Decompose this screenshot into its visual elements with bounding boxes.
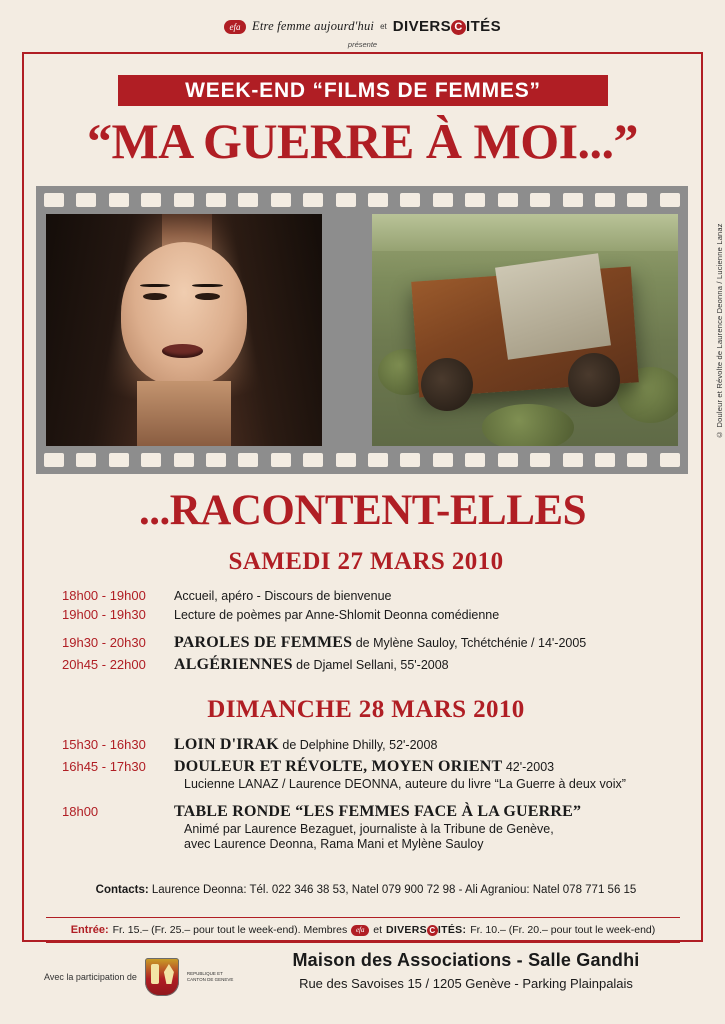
filmstrip-perforations-top xyxy=(36,190,688,210)
partner-small-post: ITÉS: xyxy=(437,924,467,936)
contacts-label: Contacts: xyxy=(95,884,149,896)
efa-logo-icon-small: efa xyxy=(351,925,369,936)
perforation xyxy=(595,193,615,207)
partner-small-pre: DIVERS xyxy=(386,924,427,936)
perforation xyxy=(627,193,647,207)
perforation xyxy=(109,453,129,467)
perforation xyxy=(400,453,420,467)
day-title-saturday: SAMEDI 27 MARS 2010 xyxy=(228,548,504,575)
wheel xyxy=(568,353,620,406)
film-meta: 42'-2003 xyxy=(502,760,555,774)
partner-name-post: ITÉS xyxy=(466,18,501,35)
perforation xyxy=(433,193,453,207)
schedule-text: Accueil, apéro - Discours de bienvenue xyxy=(174,589,392,603)
organizer-name: Etre femme aujourd'hui xyxy=(252,19,375,33)
perforation xyxy=(141,193,161,207)
schedule-desc xyxy=(174,588,676,603)
efa-logo-icon: efa xyxy=(224,20,246,34)
perforation xyxy=(206,453,226,467)
perforation xyxy=(660,453,680,467)
schedule-row xyxy=(56,656,676,674)
schedule-desc xyxy=(174,736,676,754)
perforation xyxy=(271,193,291,207)
perforation xyxy=(563,193,583,207)
footer-participation xyxy=(44,958,264,996)
presente-label: présente xyxy=(347,40,378,49)
conjunction: et xyxy=(380,22,387,31)
film-subtext-2: avec Laurence Deonna, Rama Mani et Mylène Sauloy xyxy=(184,837,484,851)
film-title: LOIN D'IRAK xyxy=(174,736,279,753)
film-meta: de Mylène Sauloy, Tchétchénie / 14'-2005 xyxy=(352,636,587,650)
partner-name-pre: DIVERS xyxy=(392,18,452,35)
partner-logo-icon: C xyxy=(451,20,466,35)
film-title: PAROLES DE FEMMES xyxy=(174,634,353,651)
programme xyxy=(56,548,676,853)
film-title: DOULEUR ET RÉVOLTE, MOYEN ORIENT xyxy=(174,758,503,775)
venue-address: Rue des Savoises 15 / 1205 Genève - Parking Plainpalais xyxy=(299,976,633,991)
perforation xyxy=(238,193,258,207)
poster-main-title: “MA GUERRE À MOI...” xyxy=(86,113,639,169)
perforation xyxy=(400,193,420,207)
schedule-time: 16h45 - 17h30 xyxy=(62,759,146,774)
participation-label: Avec la participation de xyxy=(44,972,137,982)
price-part-1: Fr. 15.– (Fr. 25.– pour tout le week-end). Membres xyxy=(112,924,348,936)
photo-woman-portrait xyxy=(46,214,322,446)
schedule-row xyxy=(56,607,676,622)
crest-eagle-icon xyxy=(164,964,174,984)
perforation xyxy=(368,453,388,467)
photo-frame-woman xyxy=(46,214,322,446)
wheel xyxy=(421,358,473,411)
film-title: ALGÉRIENNES xyxy=(174,656,293,673)
day-title-sunday: DIMANCHE 28 MARS 2010 xyxy=(207,696,525,723)
price-bar xyxy=(46,917,680,943)
day-block-sunday xyxy=(56,696,676,851)
weekend-band: WEEK-END “FILMS DE FEMMES” xyxy=(118,75,608,106)
perforation xyxy=(498,453,518,467)
perforation xyxy=(336,453,356,467)
perforation xyxy=(76,453,96,467)
perforation xyxy=(141,453,161,467)
venue-name: Maison des Associations - Salle Gandhi xyxy=(292,950,640,970)
perforation xyxy=(238,453,258,467)
price-label: Entrée: xyxy=(70,924,109,936)
crest-caption: REPUBLIQUE ET CANTON DE GENEVE xyxy=(186,971,234,982)
contacts-line xyxy=(56,884,676,896)
filmstrip-frames xyxy=(36,214,688,446)
schedule-row xyxy=(56,736,676,754)
perforation xyxy=(174,453,194,467)
perforation xyxy=(206,193,226,207)
schedule-text: Lecture de poèmes par Anne-Shlomit Deonna comédienne xyxy=(174,608,500,622)
schedule-desc xyxy=(174,656,676,674)
schedule-time: 19h30 - 20h30 xyxy=(62,635,146,650)
price-part-2: Fr. 10.– (Fr. 20.– pour tout le week-end) xyxy=(470,924,656,936)
perforation xyxy=(563,453,583,467)
film-title: TABLE RONDE “LES FEMMES FACE À LA GUERRE” xyxy=(174,803,582,820)
partner-name xyxy=(393,18,501,35)
perforation xyxy=(174,193,194,207)
mouth xyxy=(162,344,203,358)
day-block-saturday xyxy=(56,548,676,674)
schedule-time: 15h30 - 16h30 xyxy=(62,737,146,752)
perforation xyxy=(530,193,550,207)
perforation xyxy=(465,453,485,467)
geneva-crest-icon xyxy=(145,958,179,996)
schedule-desc xyxy=(174,803,676,851)
schedule-time: 20h45 - 22h00 xyxy=(62,657,146,672)
schedule-row xyxy=(56,634,676,652)
schedule-time: 18h00 xyxy=(62,804,99,819)
bush xyxy=(482,404,574,446)
footer-venue xyxy=(251,950,681,991)
perforation xyxy=(271,453,291,467)
photo-frame-wreck xyxy=(372,214,678,446)
perforation xyxy=(303,193,323,207)
perforation xyxy=(595,453,615,467)
schedule-time: 19h00 - 19h30 xyxy=(62,607,146,622)
schedule-desc xyxy=(174,634,676,652)
schedule-row xyxy=(56,758,676,791)
contacts-text: Laurence Deonna: Tél. 022 346 38 53, Natel 079 900 72 98 - Ali Agraniou: Natel 078 771 56 15 xyxy=(151,884,637,896)
neck-shoulders xyxy=(137,381,231,446)
price-conjunction: et xyxy=(373,924,382,936)
perforation xyxy=(368,193,388,207)
perforation xyxy=(109,193,129,207)
perforation xyxy=(498,193,518,207)
perforation xyxy=(303,453,323,467)
perforation xyxy=(44,453,64,467)
vehicle-panel xyxy=(495,254,611,360)
crest-key-icon xyxy=(151,964,159,984)
film-subtext: Animé par Laurence Bezaguet, journaliste à la Tribune de Genève, xyxy=(184,822,554,836)
perforation xyxy=(336,193,356,207)
film-meta: de Delphine Dhilly, 52'-2008 xyxy=(278,738,438,752)
perforation xyxy=(627,453,647,467)
perforation xyxy=(660,193,680,207)
poster-sub-title: ...RACONTENT-ELLES xyxy=(138,487,586,534)
film-meta: de Djamel Sellani, 55'-2008 xyxy=(292,658,449,672)
partner-logo-small xyxy=(386,924,466,936)
top-credits xyxy=(0,18,725,49)
schedule-row xyxy=(56,588,676,603)
face-shape xyxy=(121,242,248,386)
filmstrip xyxy=(36,186,688,474)
schedule-desc xyxy=(174,607,676,622)
perforation xyxy=(433,453,453,467)
schedule-desc xyxy=(174,758,676,791)
schedule-row xyxy=(56,803,676,851)
filmstrip-perforations-bottom xyxy=(36,450,688,470)
perforation xyxy=(465,193,485,207)
perforation xyxy=(76,193,96,207)
partner-logo-icon-small: C xyxy=(427,925,438,936)
sky xyxy=(372,214,678,251)
organizer-row xyxy=(0,18,725,35)
film-subtext: Lucienne LANAZ / Laurence DEONNA, auteure du livre “La Guerre à deux voix” xyxy=(184,777,626,791)
photo-credit: © Douleur et Révolte de Laurence Deonna / Lucienne Lanaz xyxy=(715,223,724,439)
photo-wrecked-vehicle xyxy=(372,214,678,446)
schedule-time: 18h00 - 19h00 xyxy=(62,588,146,603)
perforation xyxy=(530,453,550,467)
perforation xyxy=(44,193,64,207)
